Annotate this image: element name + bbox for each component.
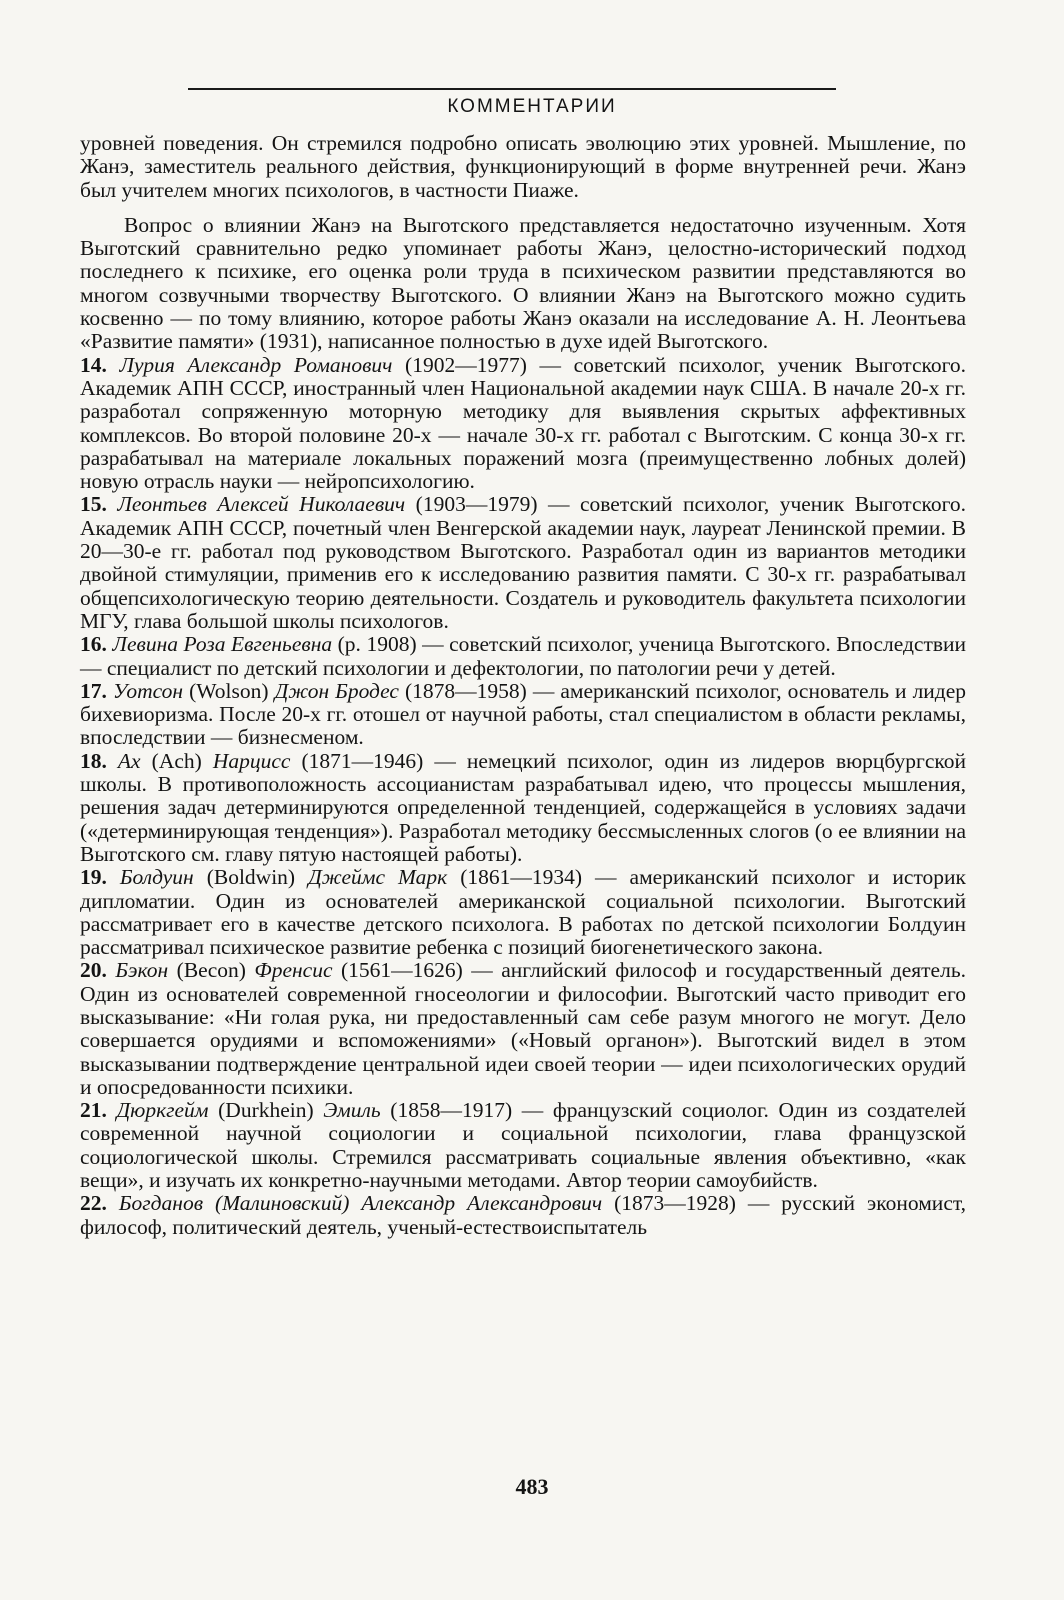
entry-number: 17. — [80, 678, 107, 703]
entry-number: 20. — [80, 958, 107, 983]
entry-text: (1878—1958) — американский психолог, основатель и лидер бихевиоризма. После 20-х гг. отошел от научной работы, стал специалистом в области рекламы, впоследствии — бизнесменом. — [80, 678, 967, 750]
comment-entry — [80, 1192, 966, 1239]
given-name: Джеймс Марк — [308, 865, 448, 890]
intro-paragraph-1: уровней поведения. Он стремился подробно описать эволюцию этих уровней. Мышление, по Жанэ, заместитель реального действия, функционирующий в форме внутренней речи. Жанэ был учителем многих психологов, в частности Пиаже. — [80, 131, 966, 202]
comment-entry — [80, 633, 966, 680]
person-name: Уотсон — [112, 678, 184, 703]
running-header: КОММЕНТАРИИ — [447, 96, 617, 117]
person-name: Левина Роза Евгеньевна — [112, 632, 333, 657]
comment-entry — [80, 680, 966, 750]
latin-name: (Becon) — [176, 958, 246, 983]
comment-entry — [80, 866, 966, 959]
entry-number: 18. — [80, 748, 107, 773]
entry-number: 15. — [80, 492, 107, 517]
comment-entry — [80, 493, 966, 633]
latin-name: (Ach) — [151, 748, 202, 773]
given-name: Нарцисс — [212, 748, 291, 773]
entry-text: (1902—1977) — советский психолог, ученик Выготского. Академик АПН СССР, иностранный член Национальной академии наук США. В начале 20-х гг. разработал сопряженную моторную методику для выявления скрытых аффективных комплексов. Во второй половине 20-х — начале 30-х гг. работал с Выготским. С конца 30-х гг. разрабатывал на материале локальных поражений мозга (преимущественно лобных долей) новую отрасль науки — нейропсихологию. — [80, 352, 966, 494]
comment-entries — [80, 354, 966, 1239]
entry-text: (1561—1626) — английский философ и государственный деятель. Один из основателей современной гносеологии и философии. Выготский часто приводит его высказывание: «Ни голая рука, ни предоставленный сам себе разум многого не могут. Дело совершается орудиями и вспоможениями» («Новый органон»). Выготский видел в этом высказывании подтверждение центральной идеи своей теории — идеи психологических орудий и опосредованности психики. — [80, 958, 967, 1099]
person-name: Леонтьев Алексей Николаевич — [117, 492, 406, 517]
entry-text: (1903—1979) — советский психолог, ученик Выготского. Академик АПН СССР, почетный член Венгерской академии наук, лауреат Ленинской премии. В 20—30-е гг. работал под руководством Выготского. Разработал один из вариантов методики двойной стимуляции, применив его к исследованию развития памяти. С 30-х гг. разрабатывал общепсихологическую теорию деятельности. Создатель и руководитель факультета психологии МГУ, глава большой школы психологов. — [80, 492, 966, 633]
body-text — [80, 132, 966, 1239]
page-number: 483 — [515, 1474, 549, 1499]
person-name: Ах — [117, 748, 141, 773]
latin-name: (Boldwin) — [206, 865, 296, 890]
entry-text: (1873—1928) — русский экономист, философ, политический деятель, ученый-естествоиспытатель — [80, 1191, 967, 1239]
entry-number: 16. — [80, 632, 107, 657]
person-name: Болдуин — [119, 865, 194, 890]
entry-number: 19. — [80, 865, 107, 890]
latin-name: (Wolson) — [189, 678, 269, 703]
entry-number: 21. — [80, 1098, 107, 1123]
given-name: Джон Бродес — [274, 678, 399, 703]
comment-entry — [80, 354, 966, 494]
person-name: Бэкон — [115, 958, 169, 983]
given-name: Эмиль — [323, 1098, 381, 1123]
latin-name: (Durkhein) — [218, 1098, 314, 1123]
comment-entry — [80, 1099, 966, 1192]
entry-number: 14. — [80, 352, 107, 377]
header-rule — [188, 88, 836, 90]
entry-text: (р. 1908) — советский психолог, ученица Выготского. Впоследствии — специалист по детский психологии и дефектологии, по патологии речи у детей. — [80, 632, 967, 680]
person-name: Дюркгейм — [116, 1098, 209, 1123]
entry-text: (1858—1917) — французский социолог. Один из создателей современной научной социологии и социальной психологии, глава французской социологической школы. Стремился рассматривать социальные явления объективно, «как вещи», и изучать их конкретно-научными методами. Автор теории самоубийств. — [80, 1098, 966, 1193]
entry-text: (1871—1946) — немецкий психолог, один из лидеров вюрцбургской школы. В противоположность ассоцианистам разрабатывал идею, что процессы мышления, решения задач детерминируются определенной тенденцией, содержащейся в условиях задачи («детерминирующая тенденция»). Разработал методику бессмысленных слогов (о ее влиянии на Выготского см. главу пятую настоящей работы). — [80, 748, 967, 866]
entry-number: 22. — [80, 1191, 107, 1216]
comment-entry — [80, 959, 966, 1099]
given-name: Френсис — [254, 958, 333, 983]
person-name: Лурия Александр Романович — [119, 352, 393, 377]
person-name: Богданов (Малиновский) Александр Александрович — [118, 1191, 603, 1216]
intro-paragraph-2: Вопрос о влиянии Жанэ на Выготского представляется недостаточно изученным. Хотя Выготский сравнительно редко упоминает работы Жанэ, целостно-исторический подход последнего к психике, его оценка роли труда в психическом развитии представляются во многом созвучными творчеству Выготского. О влиянии Жанэ на Выготского можно судить косвенно — по тому влиянию, которое работы Жанэ оказали на исследование А. Н. Леонтьева «Развитие памяти» (1931), написанное полностью в духе идей Выготского. — [80, 212, 966, 354]
entry-text: (1861—1934) — американский психолог и историк дипломатии. Один из основателей американской социальной психологии. Выготский рассматривает его в качестве детского психолога. В работах по детской психологии Болдуин рассматривал психическое развитие ребенка с позиций биогенетического закона. — [80, 865, 967, 960]
comment-entry — [80, 750, 966, 866]
